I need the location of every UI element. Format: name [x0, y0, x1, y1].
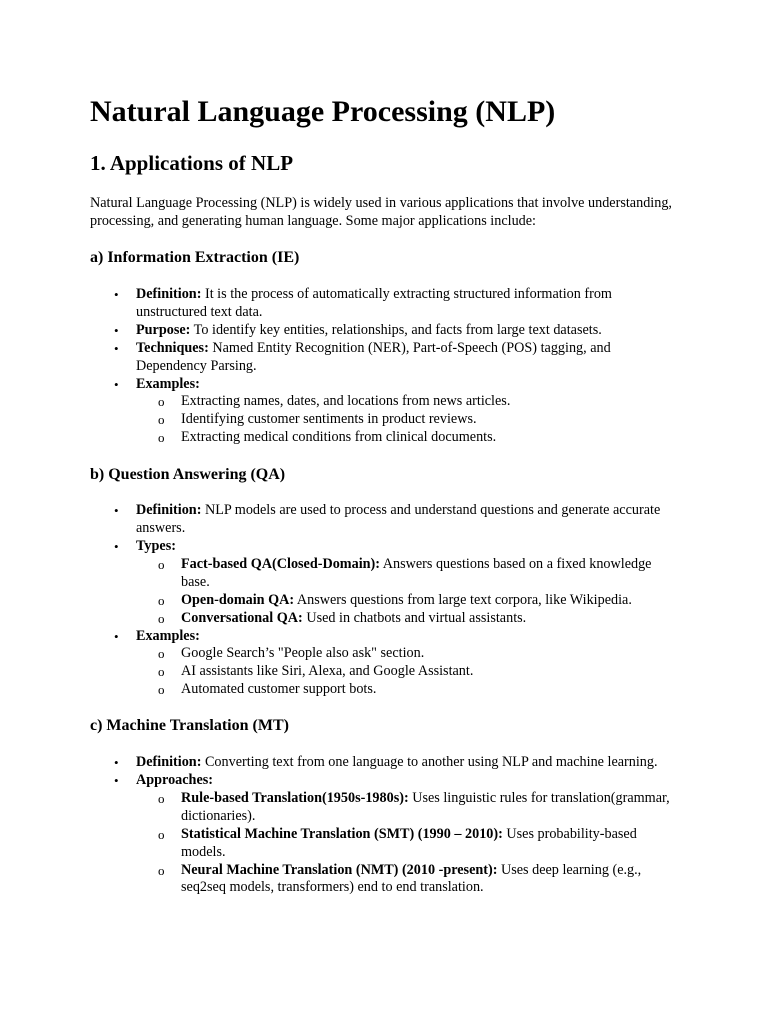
item-text: Automated customer support bots. [181, 681, 377, 698]
sub-bullet-icon: o [158, 826, 165, 842]
sub-bullet-icon: o [158, 646, 165, 662]
bullet-icon: • [114, 773, 119, 789]
item-text: Extracting medical conditions from clinical documents. [181, 429, 497, 446]
item-text: Answers questions based on a fixed knowledge base. [181, 555, 652, 590]
mt-list [90, 754, 678, 897]
qa-list [90, 502, 678, 699]
sub-list-item [158, 645, 678, 663]
qa-examples-list [136, 645, 678, 699]
sub-list-item [158, 411, 678, 429]
mt-approaches-list [136, 790, 678, 897]
sub-list-item [158, 591, 678, 610]
sub-bullet-icon: o [158, 430, 165, 446]
bullet-icon: • [114, 287, 119, 302]
bullet-icon: • [114, 340, 119, 356]
item-label: Purpose: [136, 321, 191, 338]
qa-types-list [136, 556, 678, 628]
sub-list-item [158, 393, 678, 411]
bullet-icon: • [114, 503, 119, 519]
item-text: Uses deep learning (e.g., seq2seq models, transformers) end to end translation. [181, 861, 642, 896]
list-item [114, 537, 678, 628]
item-text: To identify key entities, relationships, and facts from large text datasets. [190, 321, 602, 338]
sub-bullet-icon: o [158, 556, 165, 572]
item-label: Types: [136, 537, 176, 554]
sub-bullet-icon: o [158, 664, 165, 680]
item-label: Rule-based Translation(1950s-1980s): [181, 789, 409, 806]
list-item [114, 321, 678, 340]
list-item [114, 627, 678, 700]
sub-list-item [158, 555, 678, 592]
item-text: Google Search’s "People also ask" section. [181, 645, 425, 662]
sub-bullet-icon: o [158, 682, 165, 698]
item-text: Uses linguistic rules for translation(grammar, dictionaries). [181, 789, 670, 824]
subsection-heading-ie: a) Information Extraction (IE) [90, 249, 300, 266]
sub-list-item [158, 609, 678, 628]
list-item [114, 772, 678, 897]
sub-bullet-icon: o [158, 592, 165, 608]
item-label: Definition: [136, 754, 202, 771]
bullet-icon: • [114, 322, 119, 338]
item-label: Definition: [136, 502, 202, 519]
sub-list-item [158, 663, 678, 681]
subsection-heading-mt: c) Machine Translation (MT) [90, 717, 289, 735]
intro-paragraph: Natural Language Processing (NLP) is widely used in various applications that involve understanding, processing, and generating human language. Some major applications include: [90, 195, 672, 229]
sub-bullet-icon: o [158, 790, 165, 806]
list-item [114, 375, 678, 448]
item-text: Extracting names, dates, and locations from news articles. [181, 393, 511, 410]
item-text: Converting text from one language to another using NLP and machine learning. [201, 754, 658, 771]
sub-bullet-icon: o [158, 412, 165, 428]
bullet-icon: • [114, 538, 119, 554]
item-label: Definition: [136, 286, 202, 302]
item-text: AI assistants like Siri, Alexa, and Google Assistant. [181, 663, 474, 680]
item-label: Fact-based QA(Closed-Domain): [181, 555, 380, 572]
item-text: Named Entity Recognition (NER), Part-of-Speech (POS) tagging, and Dependency Parsing. [136, 339, 611, 374]
item-label: Approaches: [136, 772, 213, 789]
item-label: Examples: [136, 375, 200, 392]
ie-list [90, 286, 678, 447]
item-text: Used in chatbots and virtual assistants. [302, 609, 527, 626]
sub-list-item [158, 681, 678, 699]
bullet-icon: • [114, 376, 119, 392]
ie-examples-list [136, 393, 678, 447]
sub-list-item [158, 429, 678, 447]
sub-list-item [158, 825, 678, 862]
sub-bullet-icon: o [158, 862, 165, 878]
item-text: Answers questions from large text corpora, like Wikipedia. [294, 591, 632, 608]
bullet-icon: • [114, 755, 119, 771]
item-label: Techniques: [136, 339, 209, 356]
list-item [114, 286, 678, 322]
item-label: Examples: [136, 627, 200, 644]
list-item [114, 339, 678, 376]
item-label: Neural Machine Translation (NMT) (2010 -present): [181, 861, 498, 878]
bullet-icon: • [114, 628, 119, 644]
item-text: It is the process of automatically extracting structured information from unstructured text data. [136, 286, 612, 320]
subsection-heading-qa: b) Question Answering (QA) [90, 466, 286, 484]
item-label: Statistical Machine Translation (SMT) (1990 – 2010): [181, 825, 503, 842]
page-title: Natural Language Processing (NLP) [90, 95, 556, 128]
sub-list-item [158, 789, 678, 826]
item-text: Identifying customer sentiments in product reviews. [181, 411, 477, 428]
item-text: NLP models are used to process and understand questions and generate accurate answers. [136, 502, 661, 537]
sub-list-item [158, 861, 678, 898]
sub-bullet-icon: o [158, 394, 165, 410]
item-label: Conversational QA: [181, 609, 303, 626]
sub-bullet-icon: o [158, 610, 165, 626]
item-label: Open-domain QA: [181, 591, 295, 608]
list-item [114, 754, 678, 772]
section-heading-applications: 1. Applications of NLP [90, 151, 294, 175]
list-item [114, 502, 678, 538]
item-text: Uses probability-based models. [181, 825, 637, 860]
